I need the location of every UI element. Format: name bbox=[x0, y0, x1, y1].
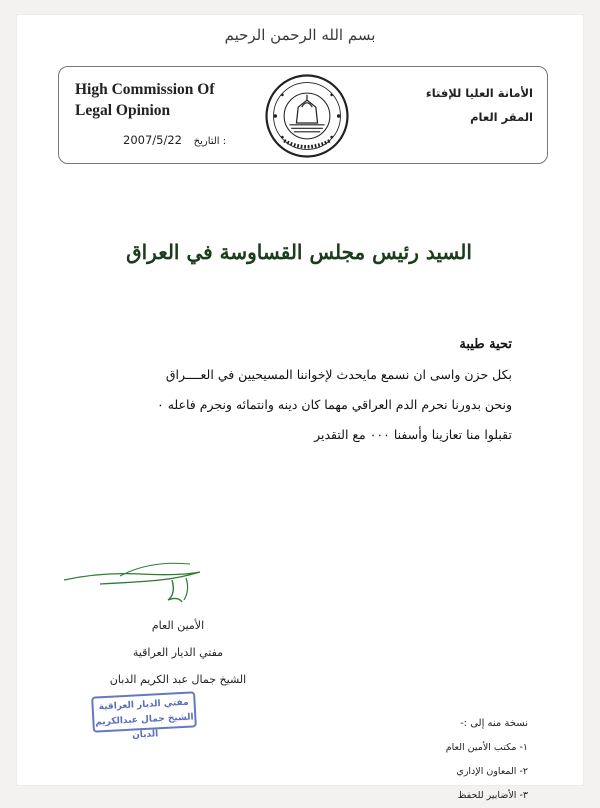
signatory-title: الأمين العام bbox=[151, 619, 205, 632]
signature-block bbox=[88, 612, 268, 693]
distribution-heading: نسخة منه إلى :- bbox=[460, 718, 528, 729]
distribution-list bbox=[368, 712, 528, 808]
date-line bbox=[123, 133, 226, 147]
official-stamp bbox=[91, 691, 197, 741]
arabic-org-title bbox=[363, 81, 533, 129]
body-line-3: تقبلوا منا تعازينا وأسفنا ٠٠٠ مع التقدير bbox=[314, 427, 512, 442]
seal-logo bbox=[263, 72, 351, 160]
distribution-item: ٢- المعاون الإداري bbox=[456, 766, 528, 777]
signatory-position: مفتي الديار العراقية bbox=[132, 646, 224, 659]
stamp-line2: الشيخ جمال عبدالكريم الدبان bbox=[94, 712, 194, 741]
english-org-title bbox=[75, 79, 255, 121]
distribution-item: ١- مكتب الأمين العام bbox=[445, 742, 528, 753]
english-org-title-line2: Legal Opinion bbox=[75, 102, 171, 119]
date-value: 2007/5/22 bbox=[123, 133, 182, 147]
arabic-org-line1: الأمانة العليا للإفتاء bbox=[425, 86, 533, 100]
basmala-heading: بسم الله الرحمن الرحيم bbox=[224, 26, 376, 44]
stamp-line1: مفتي الديار العراقية bbox=[98, 697, 189, 713]
recipient-heading: السيد رئيس مجلس القساوسة في العراق bbox=[126, 240, 472, 264]
greeting: تحية طيبة bbox=[459, 337, 512, 352]
handwritten-signature bbox=[60, 550, 230, 610]
signatory-name: الشيخ جمال عبد الكريم الدبان bbox=[109, 673, 247, 686]
date-label: التاريخ : bbox=[193, 136, 227, 147]
english-org-title-line1: High Commission Of bbox=[75, 81, 215, 98]
distribution-item: ٣- الأضابير للحفظ bbox=[457, 790, 528, 801]
letterhead bbox=[58, 66, 548, 164]
body-line-1: بكل حزن واسى ان نسمع مايحدث لإخواننا المسيحيين في العــــراق bbox=[165, 367, 512, 382]
body-line-2: ونحن بدورنا نحرم الدم العراقي مهما كان دينه وانتمائه ونجرم فاعله ٠ bbox=[157, 397, 512, 412]
letter-body bbox=[60, 330, 512, 450]
arabic-org-line2: المقر العام bbox=[470, 110, 533, 124]
